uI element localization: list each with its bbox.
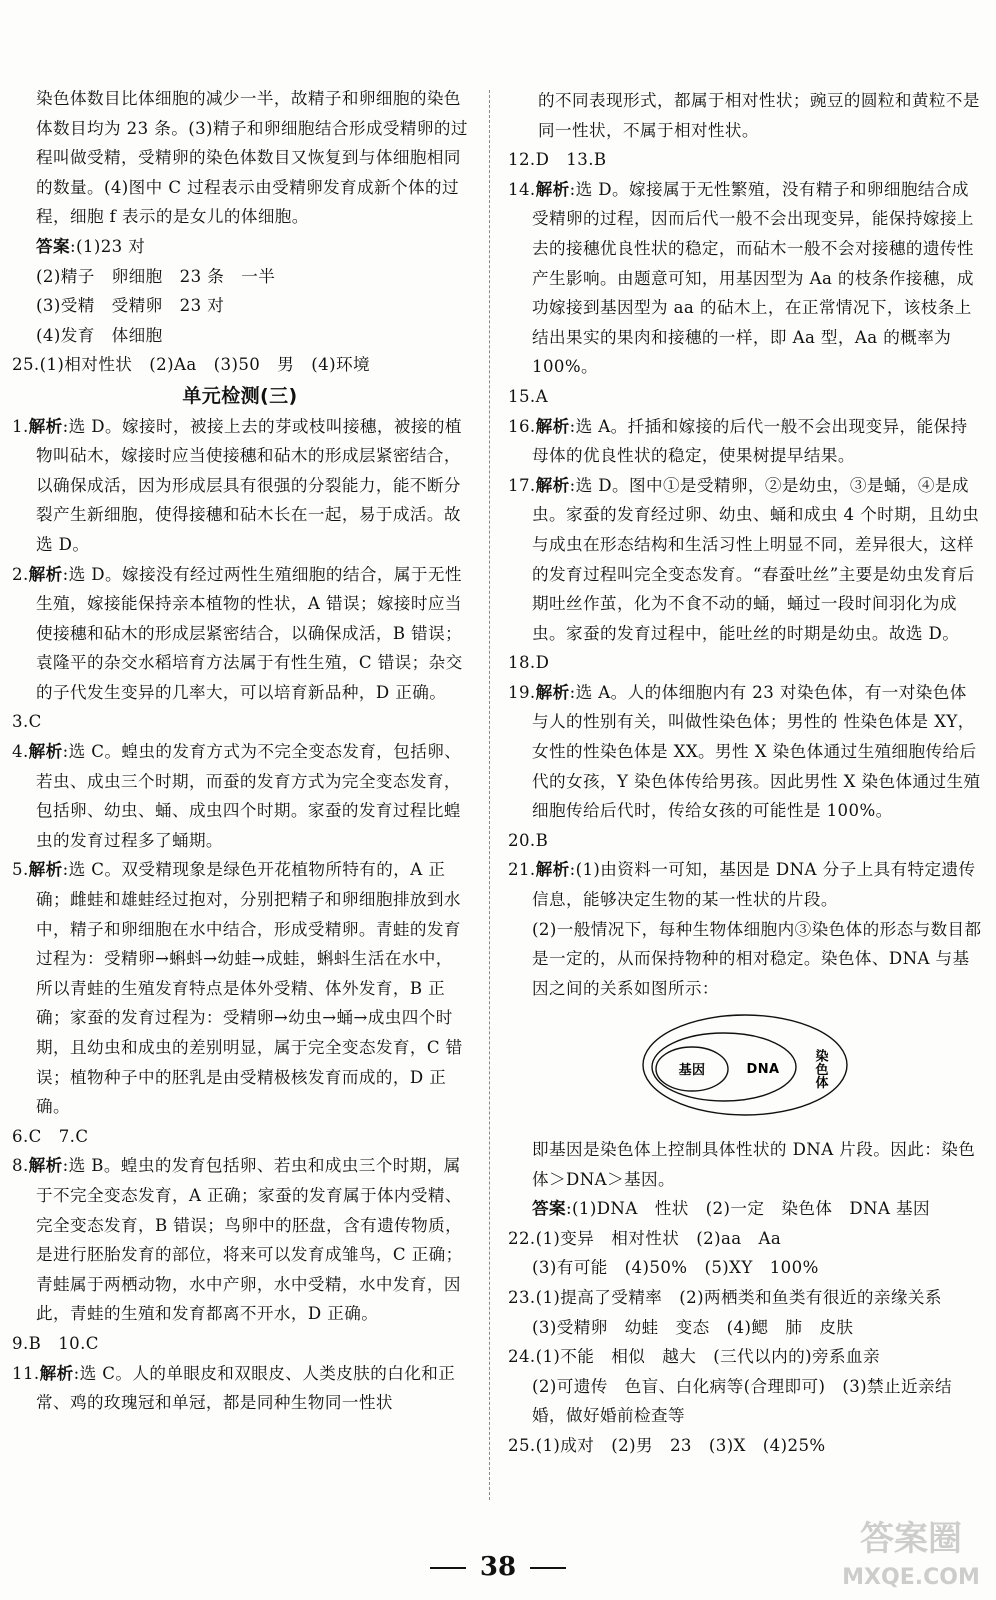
left-column [12, 84, 468, 1418]
gene-label: 基因 [678, 1063, 706, 1079]
answer-item: 25.(1)成对 (2)男 23 (3)X (4)25% [508, 1435, 826, 1455]
answer-item: 14.解析:选 D。嫁接属于无性繁殖，没有精子和卵细胞结合成受精卵的过程，因而后代一般不会出现变异，能保持嫁接上去的接穗优良性状的稳定，而砧木一般不会对接穗的遗传性产生影响。由题意可知，用基因型为 Aa 的枝条作接穗，成功嫁接到基因型为 aa 的砧木上，在正常情况下，该枝条上结出果实的果肉和接穗的一样，即 Aa 型，Aa 的概率为 100%。 [508, 179, 974, 377]
continued-paragraph: 的不同表现形式，都属于相对性状；豌豆的圆粒和黄粒不是同一性状，不属于相对性状。 [538, 91, 980, 140]
answer-item: 4.解析:选 C。蝗虫的发育方式为不完全变态发育，包括卵、若虫、成虫三个时期，而蚕的发育方式为完全变态发育，包括卵、幼虫、蛹、成虫四个时期。家蚕的发育过程比蝗虫的发育过程多了蛹期。 [12, 742, 462, 850]
dna-label: DNA [746, 1062, 780, 1078]
question-21-answer: 答案:(1)DNA 性状 (2)一定 染色体 DNA 基因 [532, 1199, 931, 1219]
answer-item: 17.解析:选 D。图中①是受精卵，②是幼虫，③是蛹，④是成虫。家蚕的发育经过卵、幼虫、蛹和成虫 4 个时期，且幼虫与成虫在形态结构和生活习性上明显不同，差异很大，这样的发育过程叫完全变态发育。“春蚕吐丝”主要是幼虫发育后期吐丝作茧，化为不食不动的蛹，蛹过一段时间羽化为成虫。家蚕的发育过程中，能吐丝的时期是幼虫。故选 D。 [508, 475, 980, 643]
page-number-dash-right [530, 1567, 566, 1569]
column-divider [489, 90, 490, 1500]
answer-line: :(1)23 对 [70, 236, 146, 256]
answer-item: 1.解析:选 D。嫁接时，被接上去的芽或枝叫接穗，被接的植物叫砧木，嫁接时应当使接穗和砧木的形成层紧密结合，以确保成活，因为形成层具有很强的分裂能力，能不断分裂产生新细胞，使得接穗和砧木长在一起，易于成活。故选 D。 [12, 416, 462, 554]
continued-paragraph: 染色体数目比体细胞的减少一半，故精子和卵细胞的染色体数目均为 23 条。(3)精子和卵细胞结合形成受精卵的过程叫做受精，受精卵的染色体数目又恢复到与体细胞相同的数量。(4)图中 C 过程表示由受精卵发育成新个体的过程，细胞 f 表示的是女儿的体细胞。 [36, 89, 468, 227]
answer-item: 2.解析:选 D。嫁接没有经过两性生殖细胞的结合，属于无性生殖，嫁接能保持亲本植物的性状，A 错误；嫁接时应当使接穗和砧木的形成层紧密结合，以确保成活，B 错误；袁隆平的杂交水稻培育方法属于有性生殖，C 错误；杂交的子代发生变异的几率大，可以培育新品种，D 正确。 [12, 564, 463, 702]
answer-item: 5.解析:选 C。双受精现象是绿色开花植物所特有的，A 正确；雌蛙和雄蛙经过抱对，分别把精子和卵细胞排放到水中，精子和卵细胞在水中结合，形成受精卵。青蛙的发育过程为：受精卵→蝌蚪→幼蛙→成蛙，蝌蚪生活在水中，所以青蛙的生殖发育特点是体外受精、体外发育，B 正确；家蚕的发育过程为：受精卵→幼虫→蛹→成虫四个时期，且幼虫和成虫的差别明显，属于完全变态发育，C 错误；植物种子中的胚乳是由受精极核发育而成的，D 正确。 [12, 860, 463, 1117]
answer-item: 11.解析:选 C。人的单眼皮和双眼皮、人类皮肤的白化和正常、鸡的玫瑰冠和单冠，都是同种生物同一性状 [12, 1363, 456, 1413]
answer-item: 24.(1)不能 相似 越大 (三代以内的)旁系血亲 (2)可遗传 色盲、白化病等(合理即可) (3)禁止近亲结婚，做好婚前检查等 [508, 1347, 953, 1426]
answer-line: (2)精子 卵细胞 23 条 一半 [36, 266, 276, 286]
answer-item: 12.D 13.B [508, 150, 607, 170]
question-21-part2: (2)一般情况下，每种生物体细胞内③染色体的形态与数目都是一定的，从而保持物种的相对稳定。染色体、DNA 与基因之间的关系如图所示： [532, 919, 982, 998]
answer-line: (4)发育 体细胞 [36, 325, 163, 345]
question-21: 21.解析:(1)由资料一可知，基因是 DNA 分子上具有特定遗传信息，能够决定生物的某一性状的片段。 [508, 860, 976, 910]
answer-block [12, 232, 468, 350]
chromosome-label: 染色体 [812, 1049, 828, 1090]
page-number-dash-left [430, 1567, 466, 1569]
answer-item: 23.(1)提高了受精率 (2)两栖类和鱼类有很近的亲缘关系 (3)受精卵 幼蛙 变态 (4)鳃 肺 皮肤 [508, 1287, 959, 1337]
page-number-value: 38 [479, 1552, 517, 1582]
watermark-logo [836, 1502, 986, 1594]
question-25-top: 25.(1)相对性状 (2)Aa (3)50 男 (4)环境 [12, 355, 370, 375]
answer-item: 8.解析:选 B。蝗虫的发育包括卵、若虫和成虫三个时期，属于不完全变态发育，A 正确；家蚕的发育属于体内受精、完全变态发育，B 错误；鸟卵中的胚盘，含有遗传物质，是进行胚胎发育的部位，将来可以发育成雏鸟，C 正确；青蛙属于两栖动物，水中产卵，水中受精，水中发育，因此，青蛙的生殖和发育都离不开水，D 正确。 [12, 1156, 463, 1324]
answer-item: 16.解析:选 A。扦插和嫁接的后代一般不会出现变异，能保持母体的优良性状的稳定，使果树提早结果。 [508, 416, 968, 466]
answer-item: 6.C 7.C [12, 1126, 89, 1146]
answer-label: 答案 [36, 236, 70, 256]
watermark-title: 答案圈 [860, 1519, 962, 1559]
question-21-conclusion: 即基因是染色体上控制具体性状的 DNA 片段。因此：染色体＞DNA＞基因。 [532, 1140, 976, 1189]
watermark-domain: MXQE.COM [842, 1565, 980, 1590]
answer-item: 20.B [508, 830, 549, 850]
section-title: 单元检测(三) [182, 384, 298, 407]
answer-item: 18.D [508, 653, 550, 673]
answer-line: (3)受精 受精卵 23 对 [36, 296, 225, 316]
right-column [508, 86, 982, 1461]
answer-item: 22.(1)变异 相对性状 (2)aa Aa (3)有可能 (4)50% (5)XY 100% [508, 1228, 819, 1278]
nested-ellipse-diagram [640, 1011, 850, 1119]
answer-item: 3.C [12, 712, 42, 732]
chromosome-dna-gene-diagram [508, 1011, 982, 1129]
answer-item: 9.B 10.C [12, 1333, 99, 1353]
answer-item: 15.A [508, 386, 548, 406]
answer-item: 19.解析:选 A。人的体细胞内有 23 对染色体，有一对染色体与人的性别有关，叫做性染色体；男性的 性染色体是 XY，女性的性染色体是 XX。男性 X 染色体通过生殖细胞传给后代的女孩，Y 染色体传给男孩。因此男性 X 染色体通过生殖细胞传给后代时，传给女孩的可能性是 100%。 [508, 682, 981, 821]
